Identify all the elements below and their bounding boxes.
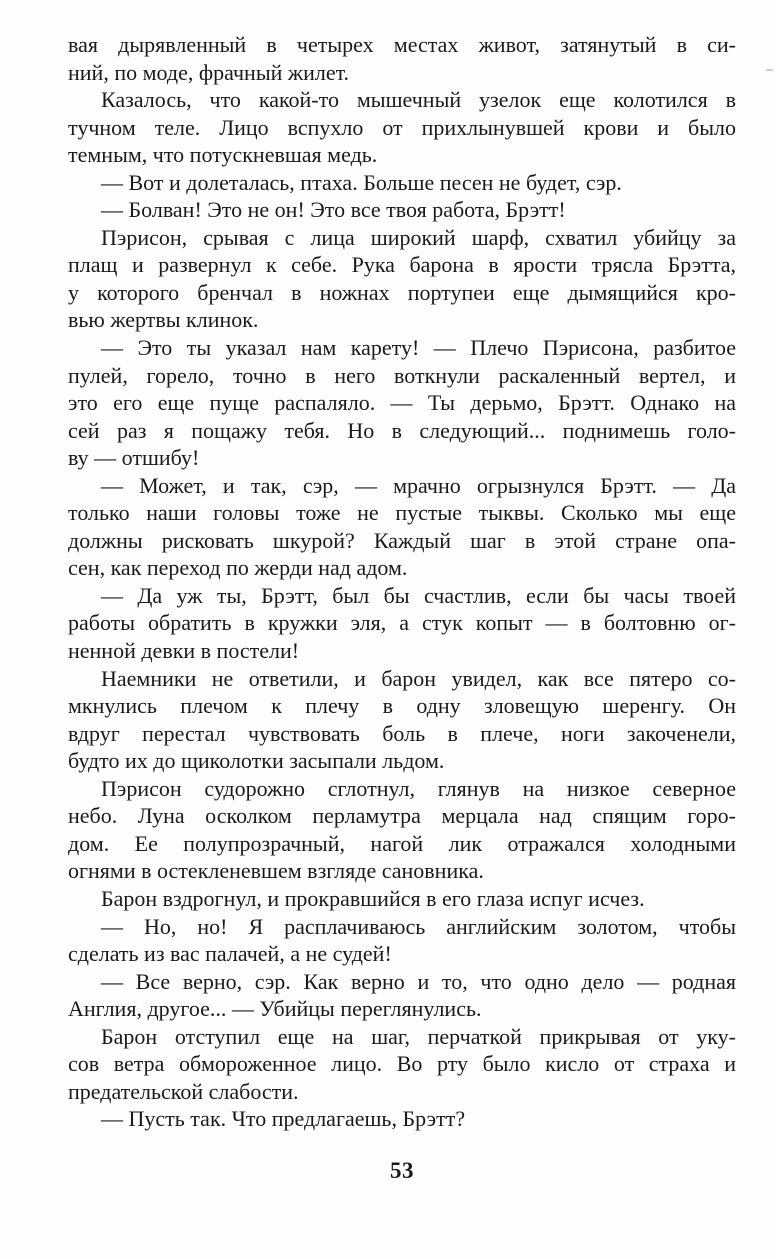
text-line: вью жертвы клинок. (68, 307, 259, 333)
text-line: должны рисковать шкурой? Каждый шаг в этой стране опа- (68, 527, 736, 553)
text-line: ний, по моде, фрачный жилет. (68, 59, 350, 85)
text-line: небо. Луна осколком перламутра мерцала над спящим горо- (68, 803, 736, 829)
text-line: Пэрисон судорожно сглотнул, глянув на низкое северное (101, 775, 736, 801)
text-line: будто их до щиколотки засыпали льдом. (68, 748, 445, 774)
text-line: Англия, другое... — Убийцы переглянулись. (68, 996, 482, 1022)
text-line: темным, что потускневшая медь. (68, 142, 378, 168)
text-line: только наши головы тоже не пустые тыквы. Сколько мы еще (68, 500, 736, 526)
text-line: вдруг перестал чувствовать боль в плече, ноги закоченели, (68, 720, 736, 746)
scan-artifact (766, 69, 773, 71)
text-line: — Да уж ты, Брэтт, был бы счастлив, если бы часы твоей (101, 582, 736, 608)
text-line: — Это ты указал нам карету! — Плечо Пэрисона, разбитое (101, 335, 736, 361)
text-line: сов ветра обмороженное лицо. Во рту было кисло от страха и (68, 1051, 736, 1077)
text-line: — Болван! Это не он! Это все твоя работа, Брэтт! (101, 197, 566, 223)
text-line: мкнулись плечом к плечу в одну зловещую шеренгу. Он (68, 693, 736, 719)
text-line: Пэрисон, срывая с лица широкий шарф, схватил убийцу за (101, 224, 736, 250)
text-block (68, 31, 736, 1133)
text-line: — Но, но! Я расплачиваюсь английским золотом, чтобы (101, 913, 736, 939)
text-line: сделать из вас палачей, а не судей! (68, 941, 392, 967)
text-line: тучном теле. Лицо вспухло от прихлынувшей крови и было (68, 114, 736, 140)
text-line: Наемники не ответили, и барон увидел, как все пятеро со- (101, 665, 736, 691)
text-line: сен, как переход по жерди над адом. (68, 555, 408, 581)
text-line: вая дырявленный в четырех местах живот, затянутый в си- (68, 32, 736, 57)
text-line: сей раз я пощажу тебя. Но в следующий... поднимешь голо- (68, 417, 736, 443)
text-line: — Все верно, сэр. Как верно и то, что одно дело — родная (101, 968, 736, 994)
text-line: Барон вздрогнул, и прокравшийся в его глаза испуг исчез. (101, 885, 645, 911)
text-line: ву — отшибу! (68, 445, 200, 471)
text-line: пулей, горело, точно в него воткнули раскаленный вертел, и (68, 362, 736, 388)
text-line: — Вот и долеталась, птаха. Больше песен не будет, сэр. (101, 169, 622, 195)
text-line: — Пусть так. Что предлагаешь, Брэтт? (101, 1106, 466, 1132)
text-line: Барон отступил еще на шаг, перчаткой прикрывая от уку- (101, 1023, 736, 1049)
text-line: — Может, и так, сэр, — мрачно огрызнулся Брэтт. — Да (101, 472, 736, 498)
text-line: ненной девки в постели! (68, 638, 300, 664)
text-line: дом. Ее полупрозрачный, нагой лик отражался холодными (68, 830, 736, 856)
text-line: у которого бренчал в ножнах портупеи еще дымящийся кро- (68, 279, 736, 305)
text-line: работы обратить в кружки эля, а стук копыт — в болтовню ог- (68, 610, 736, 636)
text-line: предательской слабости. (68, 1078, 299, 1104)
text-line: Казалось, что какой-то мышечный узелок еще колотился в (101, 87, 736, 113)
text-line: это его еще пуще распаляло. — Ты дерьмо, Брэтт. Однако на (68, 390, 736, 416)
text-line: огнями в остекленевшем взгляде сановника. (68, 858, 484, 884)
text-line: плащ и развернул к себе. Рука барона в ярости трясла Брэтта, (68, 252, 736, 278)
page-number: 53 (390, 1158, 414, 1183)
